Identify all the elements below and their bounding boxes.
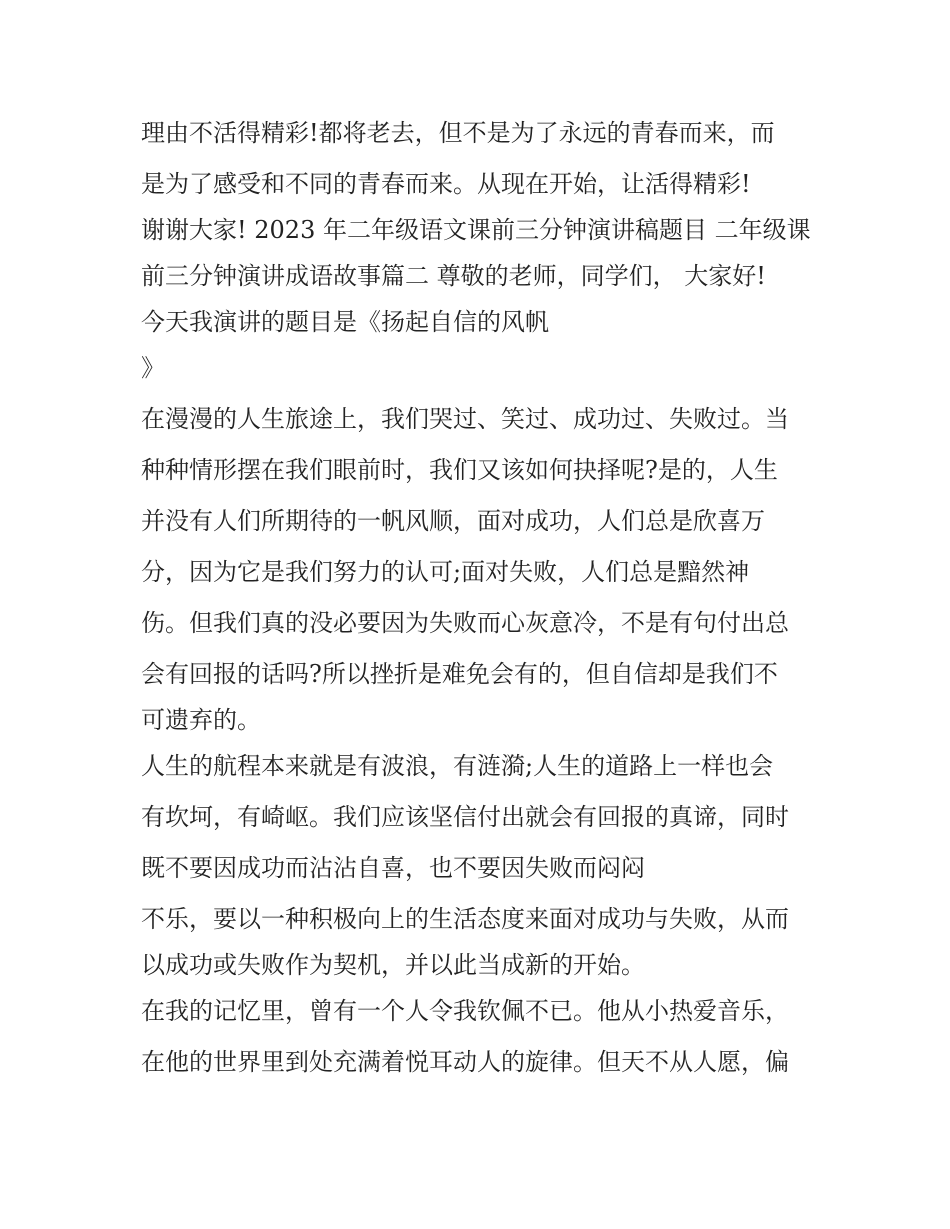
text-line: 伤。但我们真的没必要因为失败而心灰意冷，不是有句付出总: [141, 609, 789, 637]
text-line: 今天我演讲的题目是《扬起自信的风帆: [141, 308, 549, 336]
text-line: 分，因为它是我们努力的认可;面对失败，人们总是黯然神: [141, 558, 750, 586]
text-line: 在我的记忆里，曾有一个人令我钦佩不已。他从小热爱音乐，: [141, 997, 789, 1025]
text-line: 谢谢大家! 2023 年二年级语文课前三分钟演讲稿题目 二年级课: [141, 216, 811, 244]
text-line: 不乐，要以一种积极向上的生活态度来面对成功与失败，从而: [141, 905, 789, 933]
text-line: 在他的世界里到处充满着悦耳动人的旋律。但天不从人愿，偏: [141, 1048, 789, 1076]
text-line: 可遗弃的。: [141, 706, 261, 734]
text-line: 会有回报的话吗?所以挫折是难免会有的，但自信却是我们不: [141, 660, 778, 688]
text-line: 以成功或失败作为契机，并以此当成新的开始。: [141, 951, 645, 979]
text-line: 理由不活得精彩!都将老去，但不是为了永远的青春而来，而: [141, 119, 775, 147]
text-line: 》: [141, 354, 165, 382]
text-line: 种种情形摆在我们眼前时，我们又该如何抉择呢?是的，人生: [141, 456, 778, 484]
text-line: 有坎坷，有崎岖。我们应该坚信付出就会有回报的真谛，同时: [141, 803, 789, 831]
speech-text-body: [141, 108, 821, 1088]
text-line: 在漫漫的人生旅途上，我们哭过、笑过、成功过、失败过。当: [141, 405, 789, 433]
text-line: 前三分钟演讲成语故事篇二 尊敬的老师，同学们， 大家好!: [141, 262, 766, 290]
text-line: 人生的航程本来就是有波浪，有涟漪;人生的道路上一样也会: [141, 752, 774, 780]
text-line: 是为了感受和不同的青春而来。从现在开始，让活得精彩!: [141, 170, 751, 198]
text-line: 既不要因成功而沾沾自喜，也不要因失败而闷闷: [141, 854, 645, 882]
text-line: 并没有人们所期待的一帆风顺，面对成功，人们总是欣喜万: [141, 507, 765, 535]
